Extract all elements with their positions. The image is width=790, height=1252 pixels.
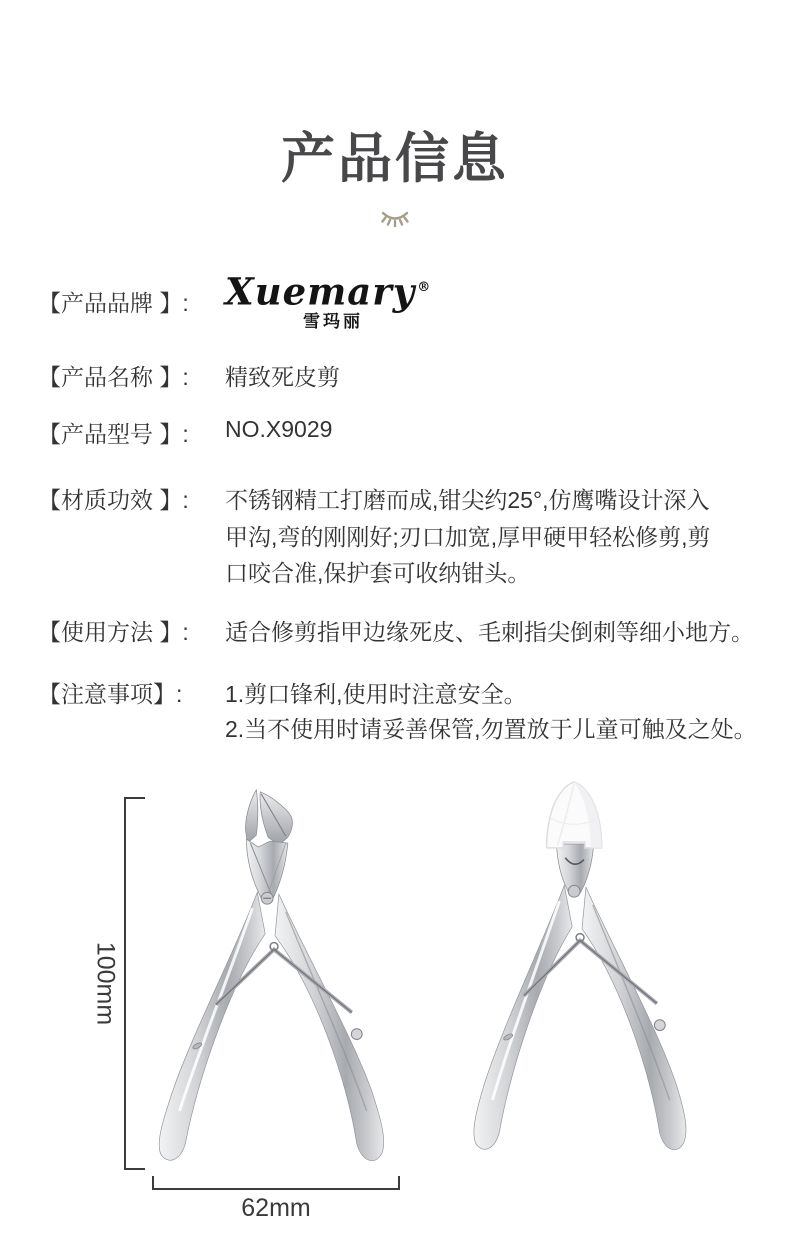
info-label-notes: 【注意事项】: xyxy=(38,680,183,707)
height-dimension-tick-bottom xyxy=(124,1168,145,1170)
brand-logo-wordmark: Xuemary xyxy=(225,269,416,314)
info-label-material: 【材质功效 】: xyxy=(38,487,189,513)
height-dimension-tick-top xyxy=(124,797,145,799)
nipper-handle-right xyxy=(275,894,384,1160)
material-line: 甲沟,弯的刚刚好;刃口加宽,厚甲硬甲轻松修剪,剪 xyxy=(225,523,711,550)
info-label-model: 【产品型号 】: xyxy=(38,421,189,447)
note-line: 1.剪口锋利,使用时注意安全。 xyxy=(225,680,527,707)
width-dimension-tick-right xyxy=(398,1176,400,1189)
info-label-brand: 【产品品牌 】: xyxy=(38,289,189,316)
width-dimension-label: 62mm xyxy=(241,1194,311,1222)
usage-value: 适合修剪指甲边缘死皮、毛刺指尖倒刺等细小地方。 xyxy=(225,618,754,645)
nipper-capped-image xyxy=(455,779,711,1163)
info-label-product-name: 【产品名称 】: xyxy=(38,364,189,390)
nipper-pivot-screw xyxy=(261,892,273,904)
nipper-pivot-screw xyxy=(568,885,580,897)
material-line: 不锈钢精工打磨而成,钳尖约25°,仿鹰嘴设计深入 xyxy=(225,487,710,513)
width-dimension-tick-left xyxy=(152,1176,154,1189)
product-name-value: 精致死皮剪 xyxy=(225,364,340,390)
nipper-protective-cap xyxy=(547,782,602,848)
height-dimension-line xyxy=(124,797,126,1170)
width-dimension-line xyxy=(152,1188,400,1190)
nipper-jaw xyxy=(245,790,292,898)
height-dimension-label: 100mm xyxy=(91,941,120,1026)
page-title: 产品信息 xyxy=(281,129,509,189)
brand-logo-chinese: 雪玛丽 xyxy=(303,312,363,332)
nipper-handle-right xyxy=(582,887,686,1149)
note-line: 2.当不使用时请妥善保管,勿置放于儿童可触及之处。 xyxy=(225,715,757,742)
material-line: 口咬合准,保护套可收纳钳头。 xyxy=(225,560,531,586)
product-model-value: NO.X9029 xyxy=(225,416,333,442)
nipper-open-image xyxy=(148,786,404,1170)
nipper-handle-left xyxy=(474,885,572,1149)
info-label-usage: 【使用方法 】: xyxy=(38,618,189,645)
nipper-handle-left xyxy=(159,892,265,1160)
registered-trademark-icon: ® xyxy=(417,279,432,295)
